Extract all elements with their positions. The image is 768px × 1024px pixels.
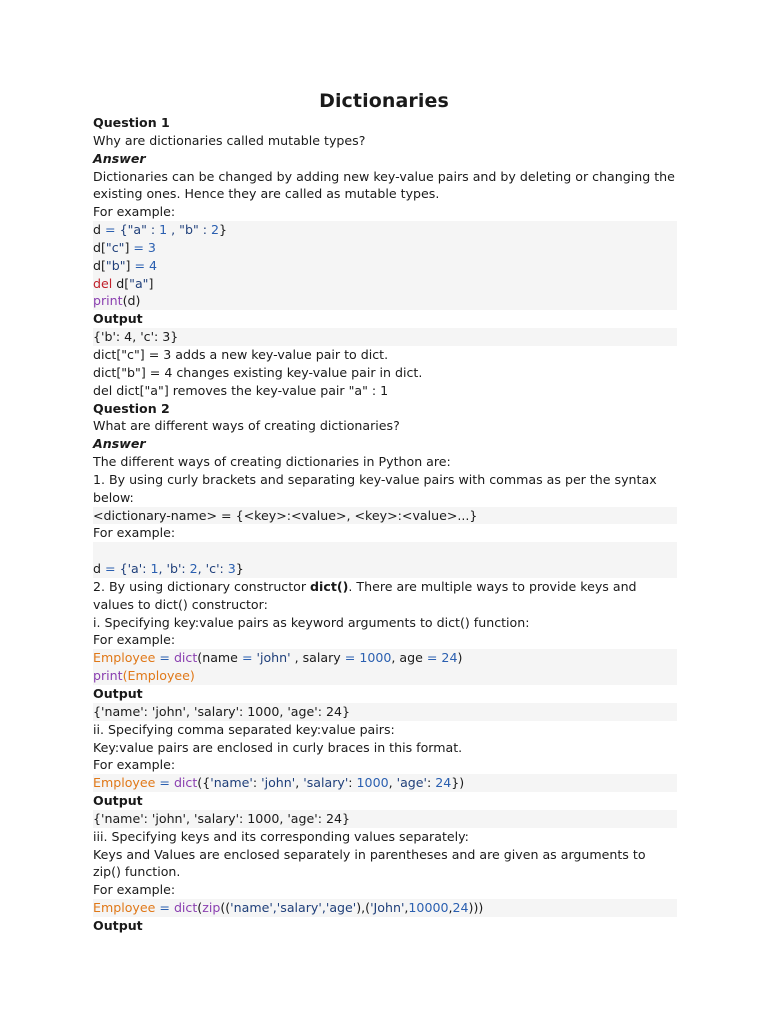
output-4-label: Output bbox=[93, 917, 143, 933]
code-line: d["b"] = 4 bbox=[93, 257, 158, 273]
output-3-label: Output bbox=[93, 793, 143, 809]
way-2-text: 2. By using dictionary constructor dict(). There are multiple ways to provide keys and values to dict() constructor: bbox=[93, 578, 637, 612]
for-example-5: For example: bbox=[93, 882, 176, 898]
output-3-block: {'name': 'john', 'salary': 1000, 'age': 24} bbox=[93, 810, 677, 828]
sub-ii-desc: Key:value pairs are enclosed in curly braces in this format. bbox=[93, 739, 463, 755]
way-1-text: 1. By using curly brackets and separating key-value pairs with commas as per the syntax below: bbox=[93, 471, 657, 505]
code-line: del d["a"] bbox=[93, 275, 154, 291]
code-line: Employee = dict(zip(('name','salary','age'),('John',10000,24))) bbox=[93, 900, 484, 916]
sub-iii-desc: Keys and Values are enclosed separately in parentheses and are given as arguments to zip() function. bbox=[93, 846, 646, 880]
question-1-label: Question 1 bbox=[93, 115, 170, 130]
code-block-4 bbox=[93, 774, 677, 792]
dict-constructor-keyword: dict() bbox=[310, 578, 349, 594]
blank-code-line bbox=[93, 542, 677, 560]
for-example-2: For example: bbox=[93, 525, 176, 541]
sub-iii-text: iii. Specifying keys and its corresponding values separately: bbox=[93, 828, 469, 844]
code-line: d["c"] = 3 bbox=[93, 239, 156, 255]
sub-ii-text: ii. Specifying comma separated key:value pairs: bbox=[93, 721, 395, 737]
note-line: del dict["a"] removes the key-value pair "a" : 1 bbox=[93, 382, 389, 398]
code-line: d = {"a" : 1 , "b" : 2} bbox=[93, 222, 228, 238]
output-2-block: {'name': 'john', 'salary': 1000, 'age': 24} bbox=[93, 703, 677, 721]
code-line: print(d) bbox=[93, 293, 141, 309]
answer-1-label: Answer bbox=[93, 150, 146, 166]
note-line: dict["b"] = 4 changes existing key-value pair in dict. bbox=[93, 364, 423, 380]
question-2-text: What are different ways of creating dictionaries? bbox=[93, 418, 400, 434]
code-block-1 bbox=[93, 221, 677, 310]
for-example-4: For example: bbox=[93, 757, 176, 773]
code-line: Employee = dict(name = 'john' , salary = 1000, age = 24) bbox=[93, 650, 463, 666]
code-block-3 bbox=[93, 649, 677, 685]
code-line: print(Employee) bbox=[93, 668, 195, 684]
output-1-label: Output bbox=[93, 311, 143, 327]
page-title: Dictionaries bbox=[319, 90, 449, 112]
sub-i-text: i. Specifying key:value pairs as keyword arguments to dict() function: bbox=[93, 614, 530, 630]
code-line: d = {'a': 1, 'b': 2, 'c': 3} bbox=[93, 561, 244, 577]
answer-2-label: Answer bbox=[93, 436, 146, 452]
answer-2-intro: The different ways of creating dictionaries in Python are: bbox=[93, 454, 451, 470]
output-1-block: {'b': 4, 'c': 3} bbox=[93, 328, 677, 346]
for-example-3: For example: bbox=[93, 632, 176, 648]
answer-1-text: Dictionaries can be changed by adding new key-value pairs and by deleting or changing the existing ones. Hence they are called as mutable types. bbox=[93, 168, 675, 202]
code-block-5 bbox=[93, 899, 677, 917]
question-2-label: Question 2 bbox=[93, 400, 170, 416]
code-block-2 bbox=[93, 542, 677, 578]
output-2-label: Output bbox=[93, 686, 143, 701]
note-line: dict["c"] = 3 adds a new key-value pair to dict. bbox=[93, 346, 389, 362]
document-content bbox=[93, 114, 677, 935]
syntax-block: <dictionary-name> = {<key>:<value>, <key>:<value>...} bbox=[93, 507, 677, 525]
question-1-text: Why are dictionaries called mutable types? bbox=[93, 132, 366, 148]
code-line: Employee = dict({'name': 'john', 'salary': 1000, 'age': 24}) bbox=[93, 775, 465, 791]
for-example-1: For example: bbox=[93, 204, 176, 220]
